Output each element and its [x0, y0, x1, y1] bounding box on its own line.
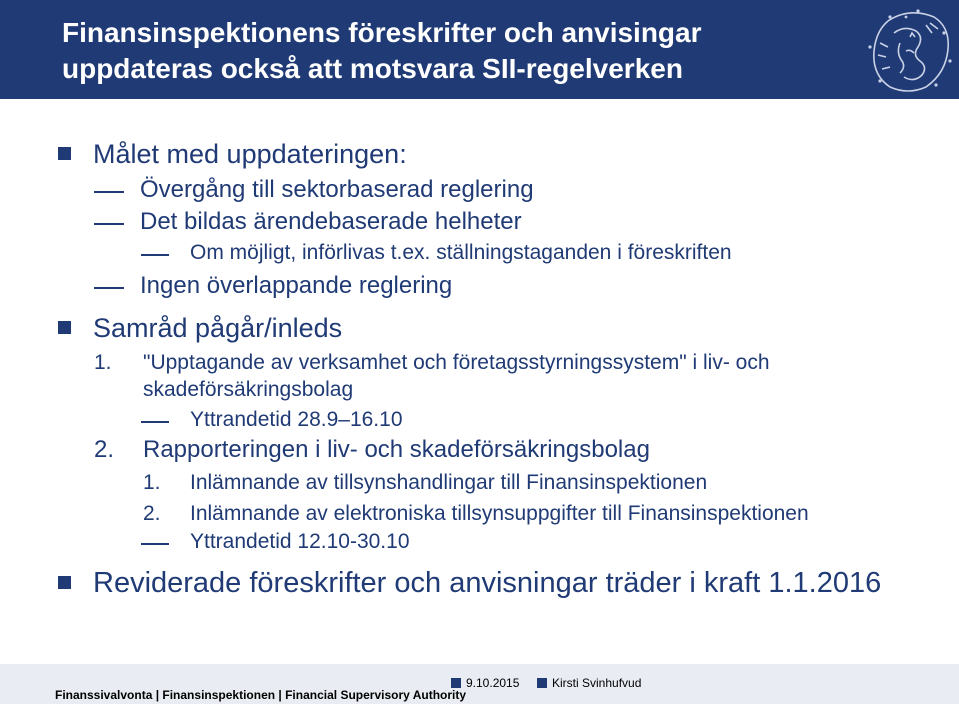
footer-author: Kirsti Svinhufvud: [552, 676, 642, 690]
numbered-item-2: Rapporteringen i liv- och skadeförsäkringsbolag: [143, 436, 650, 463]
dash-icon: [141, 421, 169, 423]
footer-date: 9.10.2015: [466, 676, 520, 690]
numbered-item-1-line-1: "Upptagande av verksamhet och företagsstyrningssystem" i liv- och: [143, 351, 770, 374]
list-number: 1.: [94, 351, 112, 374]
list-number: 1.: [143, 471, 161, 494]
bullet-square-icon: [58, 576, 71, 589]
dash-icon: [94, 191, 124, 193]
consultation-period-1: Yttrandetid 28.9–16.10: [190, 408, 403, 431]
finnish-lion-emblem-icon: [860, 3, 959, 96]
list-number: 2.: [94, 436, 115, 463]
bullet-square-icon: [58, 321, 71, 334]
dash-icon: [94, 287, 124, 289]
consultation-period-2: Yttrandetid 12.10-30.10: [190, 530, 410, 553]
slide-title-line-1: Finansinspektionens föreskrifter och anvisingar: [62, 17, 702, 48]
dash-icon: [94, 223, 124, 225]
bullet-3-text: Reviderade föreskrifter och anvisningar träder i kraft 1.1.2016: [93, 567, 882, 599]
sub-bullet-3: Ingen överlappande reglering: [140, 272, 453, 299]
numbered-item-2-2: Inlämnande av elektroniska tillsynsuppgifter till Finansinspektionen: [190, 502, 809, 525]
bullet-square-icon: [58, 147, 71, 160]
slide-title-line-2: uppdateras också att motsvara SII-regelverken: [62, 53, 683, 84]
sub-bullet-2: Det bildas ärendebaserade helheter: [140, 208, 522, 235]
bullet-2-text: Samråd pågår/inleds: [93, 313, 343, 343]
dash-icon: [141, 543, 169, 545]
footer-organization: Finanssivalvonta | Finansinspektionen | Financial Supervisory Authority: [55, 688, 467, 702]
footer-square-icon: [537, 678, 547, 688]
sub-bullet-1: Övergång till sektorbaserad reglering: [140, 176, 534, 203]
bullet-1-text: Målet med uppdateringen:: [93, 139, 407, 169]
dash-icon: [141, 254, 169, 256]
title-bar: [0, 0, 959, 99]
numbered-item-2-1: Inlämnande av tillsynshandlingar till Finansinspektionen: [190, 471, 708, 494]
footer-square-icon: [451, 678, 461, 688]
sub-sub-bullet: Om möjligt, införlivas t.ex. ställningstaganden i föreskriften: [190, 241, 732, 264]
list-number: 2.: [143, 502, 161, 525]
numbered-item-1-line-2: skadeförsäkringsbolag: [143, 378, 354, 401]
